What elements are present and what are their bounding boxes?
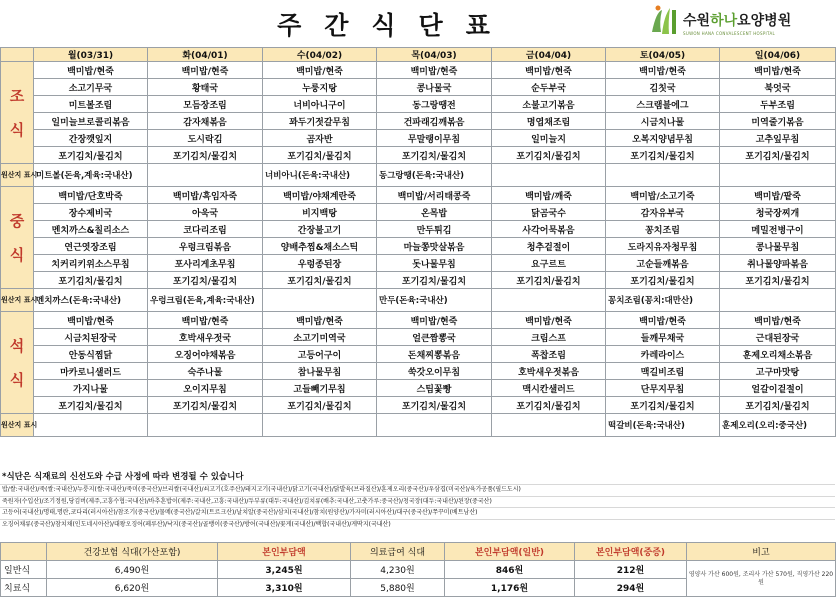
origin-note-line: 오징어채류(중국산)/참치채(인도네시아산)/대왕오징어(페루산)/낙지(중국산)/골뱅이(중국산)/방어(국내산)/꽃게(국내산)/백합(국내산)/게딱지(국내산) [0,519,835,531]
origin-item: 떡갈비(돈육:국내산) [606,414,720,437]
menu-row [1,272,836,289]
menu-item: 포기김치/물김치 [34,147,148,164]
menu-item: 백미밥/깨죽 [492,187,606,204]
menu-row [1,96,836,113]
menu-item: 포기김치/물김치 [720,272,836,289]
origin-item [606,164,720,187]
menu-item: 훈제오리채소볶음 [720,346,836,363]
origin-item: 미트볼(돈육,계육:국내산) [34,164,148,187]
menu-item: 마카로니샐러드 [34,363,148,380]
menu-change-notice: *식단은 식재료의 신선도와 수급 사정에 따라 변경될 수 있습니다 [2,472,244,482]
price-header: 의료급여 식대 [351,543,445,561]
menu-item: 포기김치/물김치 [377,147,492,164]
menu-row [1,238,836,255]
menu-item: 코다리조림 [148,221,263,238]
menu-item: 오이지무침 [148,380,263,397]
menu-item: 포기김치/물김치 [606,397,720,414]
menu-item: 백미밥/야채계란죽 [263,187,377,204]
menu-item: 포기김치/물김치 [492,272,606,289]
day-header: 토(04/05) [606,48,720,62]
menu-item: 김칫국 [606,79,720,96]
menu-item: 일미늘브로콜리볶음 [34,113,148,130]
menu-item: 참나물무침 [263,363,377,380]
menu-row [1,147,836,164]
menu-item: 폭찹조림 [492,346,606,363]
menu-item: 시금치된장국 [34,329,148,346]
menu-item: 백미밥/현죽 [606,62,720,79]
menu-item: 고추잎무침 [720,130,836,147]
menu-item: 백미밥/현죽 [720,62,836,79]
menu-item: 오징어야채볶음 [148,346,263,363]
meal-label-char: 조 [9,86,25,105]
day-header: 목(04/03) [377,48,492,62]
menu-item: 콩나물무침 [720,238,836,255]
menu-item: 포기김치/물김치 [492,397,606,414]
menu-item: 얼갈이겉절이 [720,380,836,397]
menu-item: 미트볼조림 [34,96,148,113]
menu-item: 너비아니구이 [263,96,377,113]
price-header: 비고 [687,543,836,561]
menu-item: 포기김치/물김치 [148,147,263,164]
price-row-general [1,561,836,579]
menu-item: 쑥갓오이무침 [377,363,492,380]
price-header: 건강보험 식대(가산포함) [47,543,218,561]
price-header: 본인부담액 [218,543,351,561]
menu-item: 건파래김깨볶음 [377,113,492,130]
origin-row [1,164,836,187]
meal-label-char: 석 [9,336,25,355]
menu-item: 포기김치/물김치 [263,397,377,414]
menu-item: 소불고기볶음 [492,96,606,113]
menu-item: 고들빼기무침 [263,380,377,397]
menu-item: 메밀전병구이 [720,221,836,238]
menu-item: 포사리게초무침 [148,255,263,272]
day-header: 금(04/04) [492,48,606,62]
origin-item [148,164,263,187]
menu-item: 백미밥/현죽 [34,312,148,329]
menu-item: 곰자반 [263,130,377,147]
menu-item: 고순들깨볶음 [606,255,720,272]
menu-item: 포기김치/물김치 [34,272,148,289]
menu-row [1,397,836,414]
menu-table [0,47,836,437]
menu-item: 누룽지탕 [263,79,377,96]
menu-item: 무말랭이무침 [377,130,492,147]
menu-item: 고구마맛탕 [720,363,836,380]
menu-row [1,380,836,397]
menu-item: 백미밥/현죽 [720,312,836,329]
origin-item [492,164,606,187]
price-cell: 6,490원 [47,561,218,579]
price-row-label: 일반식 [1,561,47,579]
menu-item: 치커리키위소스무침 [34,255,148,272]
origin-item [263,289,377,312]
menu-item: 포기김치/물김치 [148,397,263,414]
menu-item: 돈채찌뽕볶음 [377,346,492,363]
menu-item: 포기김치/물김치 [263,272,377,289]
day-header: 일(04/06) [720,48,836,62]
page-title: 주간식단표 [277,11,513,40]
price-cell: 5,880원 [351,579,445,597]
menu-row [1,221,836,238]
menu-item: 소고기미역국 [263,329,377,346]
menu-item: 포기김치/물김치 [148,272,263,289]
menu-item: 청추겉절이 [492,238,606,255]
meal-label-char: 중 [9,211,25,230]
menu-row [1,204,836,221]
menu-row [1,255,836,272]
meal-label [1,187,34,289]
hospital-logo-icon [648,4,680,38]
menu-item: 포기김치/물김치 [263,147,377,164]
header-corner [1,48,34,62]
menu-item: 스팀꽃빵 [377,380,492,397]
origin-item [34,414,148,437]
hospital-name [683,10,791,30]
origin-item [148,414,263,437]
menu-item: 포기김치/물김치 [377,397,492,414]
menu-item: 포기김치/물김치 [377,272,492,289]
menu-item: 백미밥/현죽 [263,312,377,329]
menu-item: 단무지무침 [606,380,720,397]
menu-item: 들깨무채국 [606,329,720,346]
price-header [1,543,47,561]
price-cell: 212원 [575,561,687,579]
origin-item: 만두(돈육:국내산) [377,289,492,312]
menu-item: 백미밥/현죽 [377,62,492,79]
meal-label [1,312,34,414]
menu-item: 황태국 [148,79,263,96]
menu-item: 꽁치조림 [606,221,720,238]
menu-item: 백미밥/현죽 [377,312,492,329]
menu-item: 카레라이스 [606,346,720,363]
origin-item [720,164,836,187]
hospital-name-hana: 하나 [710,13,738,29]
origin-item [492,414,606,437]
menu-item: 오복지양념무침 [606,130,720,147]
origin-label: 원산지 표시 [1,414,34,437]
menu-item: 감자유부국 [606,204,720,221]
origin-item [720,289,836,312]
menu-item: 백미밥/현죽 [34,62,148,79]
hospital-logo [648,4,833,42]
origin-item [492,289,606,312]
menu-item: 백미밥/현죽 [148,312,263,329]
menu-item: 맥길비조림 [606,363,720,380]
day-header: 화(04/01) [148,48,263,62]
price-header: 본인부담액(중증) [575,543,687,561]
menu-item: 일미늘지 [492,130,606,147]
origin-item: 멘치까스(돈육:국내산) [34,289,148,312]
price-cell: 846원 [445,561,575,579]
origin-item: 우렁크림(돈육,계육:국내산) [148,289,263,312]
menu-item: 미역줄기볶음 [720,113,836,130]
menu-item: 순두부국 [492,79,606,96]
menu-item: 양배추찜&채소스틱 [263,238,377,255]
menu-item: 모듬장조림 [148,96,263,113]
origin-item: 동그랑땡(돈육:국내산) [377,164,492,187]
price-cell: 294원 [575,579,687,597]
menu-item: 장수제비국 [34,204,148,221]
meal-label-char: 식 [9,120,25,139]
menu-item: 요구르트 [492,255,606,272]
menu-item: 꽈두기젓갈무침 [263,113,377,130]
menu-item: 호박새우젓국 [148,329,263,346]
menu-item: 마늘쫑맛살볶음 [377,238,492,255]
menu-item: 포기김치/물김치 [606,272,720,289]
menu-item: 멘치까스&칠리소스 [34,221,148,238]
menu-item: 얼큰짬뽕국 [377,329,492,346]
price-header-row [1,543,836,561]
menu-item: 포기김치/물김치 [720,397,836,414]
menu-item: 백미밥/단호박죽 [34,187,148,204]
origin-row [1,414,836,437]
menu-item: 만두튀김 [377,221,492,238]
origin-label: 원산지 표시 [1,164,34,187]
meal-label-char: 식 [9,245,25,264]
menu-row [1,130,836,147]
price-cell: 4,230원 [351,561,445,579]
menu-item: 백미밥/팥죽 [720,187,836,204]
menu-item: 크림스프 [492,329,606,346]
menu-item: 우렁종된장 [263,255,377,272]
price-cell: 3,310원 [218,579,351,597]
menu-item: 포기김치/물김치 [34,397,148,414]
hospital-english-name: SUWON HANA CONVALESCENT HOSPITAL [683,31,776,36]
menu-row [1,187,836,204]
menu-item: 숙주나물 [148,363,263,380]
menu-item: 백미밥/현죽 [263,62,377,79]
price-remark: 영양사 가산 600원, 조리사 가산 570원, 직영가산 220원 [687,561,836,597]
menu-item: 포기김치/물김치 [720,147,836,164]
menu-item: 아욱국 [148,204,263,221]
menu-item: 비지백탕 [263,204,377,221]
menu-item: 청국장찌개 [720,204,836,221]
hospital-name-prefix: 수원 [683,13,711,29]
menu-item: 사각어묵볶음 [492,221,606,238]
menu-item: 포기김치/물김치 [492,147,606,164]
menu-item: 온목밥 [377,204,492,221]
origin-item: 너비아니(돈육:국내산) [263,164,377,187]
day-header: 월(03/31) [34,48,148,62]
menu-item: 백미밥/흑임자죽 [148,187,263,204]
menu-item: 도라지유자청무침 [606,238,720,255]
menu-item: 포기김치/물김치 [606,147,720,164]
menu-item: 명엽채조림 [492,113,606,130]
notes-section [0,470,835,530]
price-header: 본인부담액(일반) [445,543,575,561]
origin-note-line: 고등어(국내산)/명태,명란,코다리(러시아산)/참조기(중국산)/물메(중국산)/갈치(트르크산)/날치알(중국산)/삼치(국내산)/참치(원양산)/가자미(러시아산)/대구(중국산)/쭈꾸미(베트남산) [0,507,835,519]
day-header-row [1,48,836,62]
menu-row [1,346,836,363]
menu-item: 스크램블에그 [606,96,720,113]
origin-item [263,414,377,437]
menu-item: 동그랑땡전 [377,96,492,113]
menu-item: 우렁크림볶음 [148,238,263,255]
title-bar [0,0,835,46]
menu-item: 백미밥/현죽 [492,62,606,79]
menu-item: 두부조림 [720,96,836,113]
menu-item: 백미밥/서리태콩죽 [377,187,492,204]
origin-item: 꽁치조림(꽁치:대만산) [606,289,720,312]
menu-item: 맥시칸샐러드 [492,380,606,397]
menu-item: 취나물양파볶음 [720,255,836,272]
meal-price-table [0,542,836,597]
price-cell: 3,245원 [218,561,351,579]
origin-label: 원산지 표시 [1,289,34,312]
menu-item: 가지나물 [34,380,148,397]
menu-row [1,62,836,79]
day-header: 수(04/02) [263,48,377,62]
menu-item: 안동식찜닭 [34,346,148,363]
menu-item: 연근엿장조림 [34,238,148,255]
origin-item [377,414,492,437]
price-cell: 1,176원 [445,579,575,597]
menu-item: 간장깻잎지 [34,130,148,147]
menu-item: 콩나물국 [377,79,492,96]
menu-item: 돗나물무침 [377,255,492,272]
menu-row [1,363,836,380]
menu-item: 북엇국 [720,79,836,96]
meal-label [1,62,34,164]
menu-item: 근대된장국 [720,329,836,346]
menu-item: 닭곰국수 [492,204,606,221]
menu-item: 호박새우젓볶음 [492,363,606,380]
menu-row [1,113,836,130]
menu-item: 감자채볶음 [148,113,263,130]
meal-label-char: 식 [9,370,25,389]
menu-item: 소고기무국 [34,79,148,96]
origin-note-line: 죽원자(수입산)/조기정원,당김버(제주,고흥수협:국내산)/바추혼밥이(제주:국내산,고흥:국내산)/두부류(대두:국내산)/김치류(배추:국내산,고춧가루:중국산)/청국장(대두:국내산)/된장(중국산) [0,496,835,508]
menu-item: 백미밥/현죽 [606,312,720,329]
price-row-label: 치료식 [1,579,47,597]
origin-row [1,289,836,312]
menu-row [1,312,836,329]
origin-note-line: 밥/쌀:국내산)/죽(쌀:국내산)/누룽지(쌀:국내산)/죽미(중국산)/브리쌀(국내산)/쇠고기(호주산)/돼지고기(국내산)/닭고기(국내산)/닭발육(브라질산)/훈제오리(중국산)/우삼겹(미국산)/육가공품(필드도시) [0,484,835,496]
origin-item: 훈제오리(오리:중국산) [720,414,836,437]
menu-row [1,79,836,96]
menu-row [1,329,836,346]
menu-item: 고등어구이 [263,346,377,363]
menu-item: 백미밥/현죽 [492,312,606,329]
menu-item: 백미밥/현죽 [148,62,263,79]
price-cell: 6,620원 [47,579,218,597]
menu-item: 도시락김 [148,130,263,147]
menu-item: 백미밥/소고기죽 [606,187,720,204]
hospital-name-suffix: 요양병원 [737,13,792,29]
menu-item: 간장불고기 [263,221,377,238]
menu-item: 시금치나물 [606,113,720,130]
